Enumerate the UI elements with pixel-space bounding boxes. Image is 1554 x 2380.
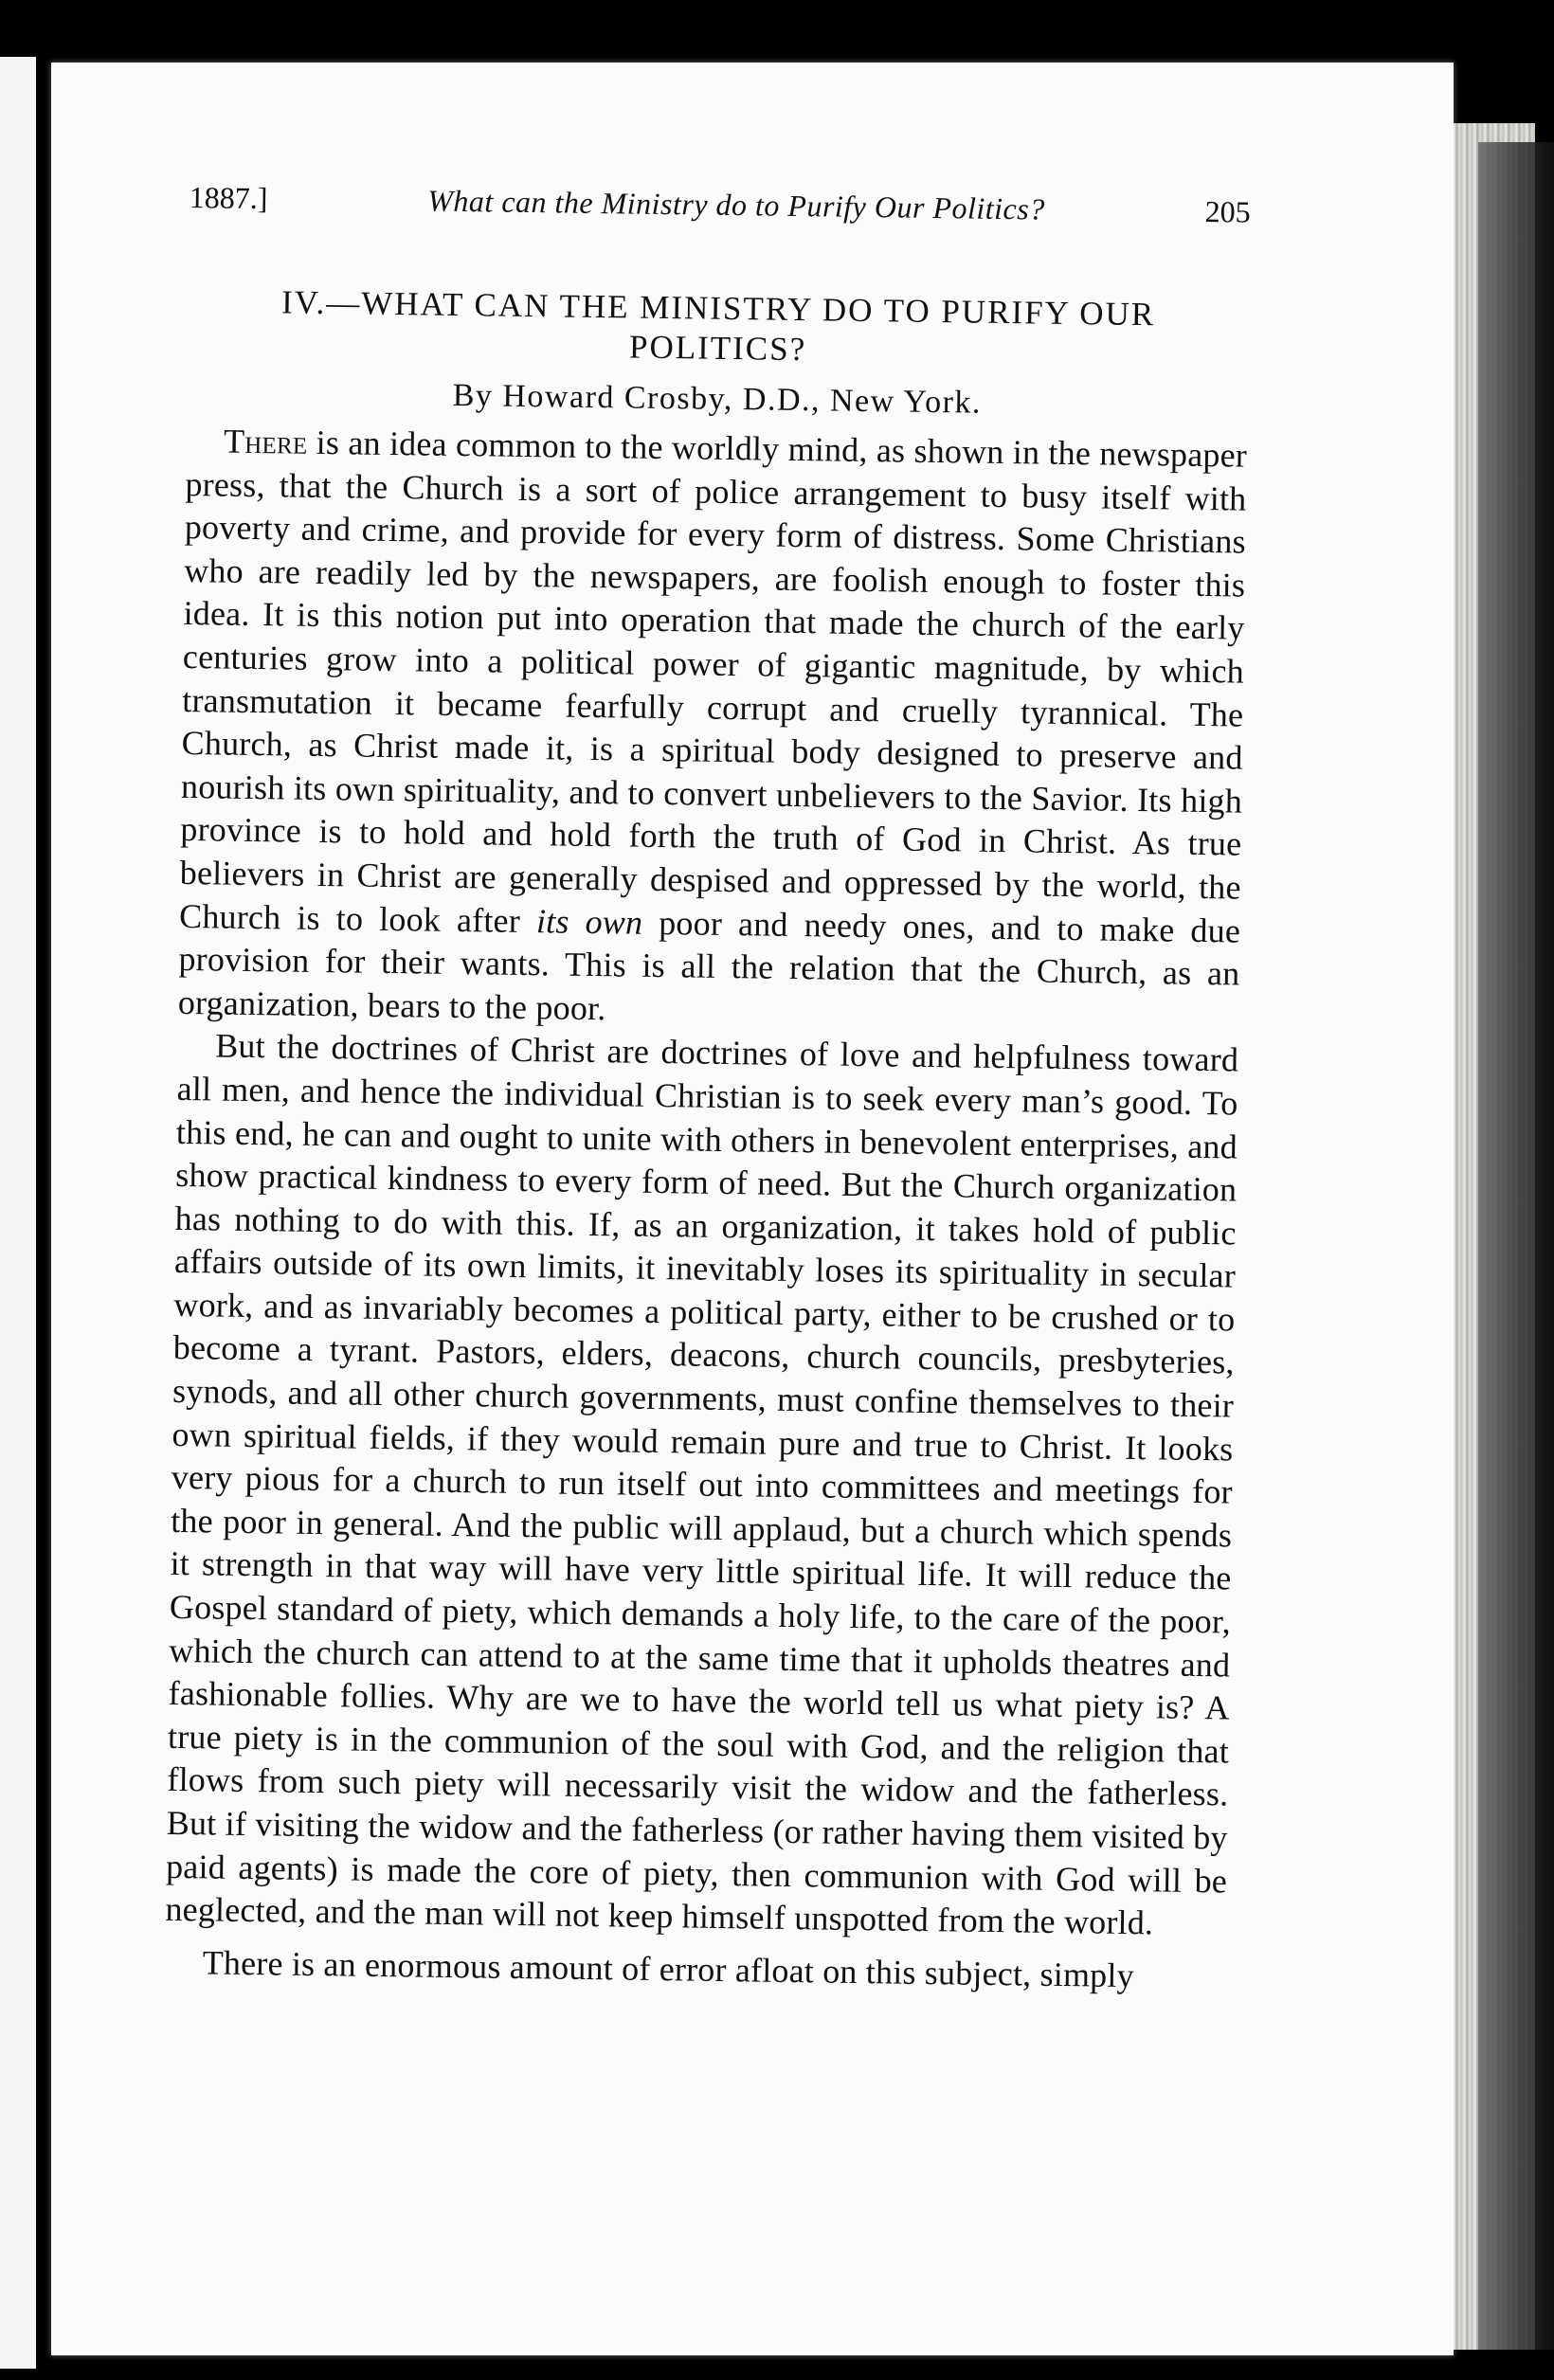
previous-page-edge [0,57,36,2369]
paragraph-1 [178,420,1248,1039]
article-byline: By Howard Crosby, D.D., New York. [452,377,983,421]
paragraph-1-text: is an idea common to the worldly mind, as shown in the newspaper press, that the Church is a sort of police arrangement to busy itself with poverty and crime, and provide for every form of distress. Some Christians who are readily led by the newspapers, are foolish enough to foster this idea. It is this notion put into operation that made the church of the early centuries grow into a political power of gigantic magnitude, by which transmutation it became fearfully corrupt and cruelly tyrannical. The Church, as Christ made it, is a spiritual body designed to preserve and nourish its own spirituality, and to convert unbelievers to the Savior. Its high province is to hold and hold forth the truth of God in Christ. As true believers in Christ are generally despised and oppressed by the world, the Church is to look after [178,423,1248,940]
paragraph-1-text-end: poor and needy ones, and to make due provision for their wants. This is all the relation that the Church, as an organization, bears to the poor. [177,903,1241,1027]
header-year: 1887.] [189,180,268,216]
paragraph-lead-word: There [223,422,308,461]
paragraph-3: There is an enormous amount of error afloat on this subject, simply [202,1943,1135,1994]
article-title: IV.—WHAT CAN THE MINISTRY DO TO PURIFY OUR POLITICS? [280,283,1156,369]
header-running-title: What can the Ministry do to Purify Our Politics? [427,183,1045,226]
paragraph-1-emphasis: its own [535,901,643,942]
page-number: 205 [1204,193,1251,229]
paragraph-2: But the doctrines of Christ are doctrines of love and helpfulness toward all men, and hence the individual Christian is to seek every man’s good. To this end, he can and ought to unite with others in benevolent enterprises, and show practical kindness to every form of need. But the Church organization has nothing to do with this. If, as an organization, it takes hold of public affairs outside of its own limits, it inevitably loses its spirituality in secular work, and as invariably becomes a political party, either to be crushed or to become a tyrant. Pastors, elders, deacons, church councils, presbyteries, synods, and all other church governments, must confine themselves to their own spiritual fields, if they would remain pure and true to Christ. It looks very pious for a church to run itself out into committees and meetings for the poor in general. And the public will applaud, but a church which spends it strength in that way will have very little spiritual life. It will reduce the Gospel standard of piety, which demands a holy life, to the care of the poor, which the church can attend to at the same time that it upholds theatres and fashionable follies. Why are we to have the world tell us what piety is? A true piety is in the communion of the soul with God, and the religion that flows from such piety will necessarily visit the widow and the fatherless. But if visiting the widow and the fatherless (or rather having them visited by paid agents) is made the core of piety, then communion with God will be neglected, and the man will not keep himself unspotted from the world. [165,1026,1239,1942]
book-spine-shadow [1478,142,1554,2350]
page-content [164,180,1250,1999]
